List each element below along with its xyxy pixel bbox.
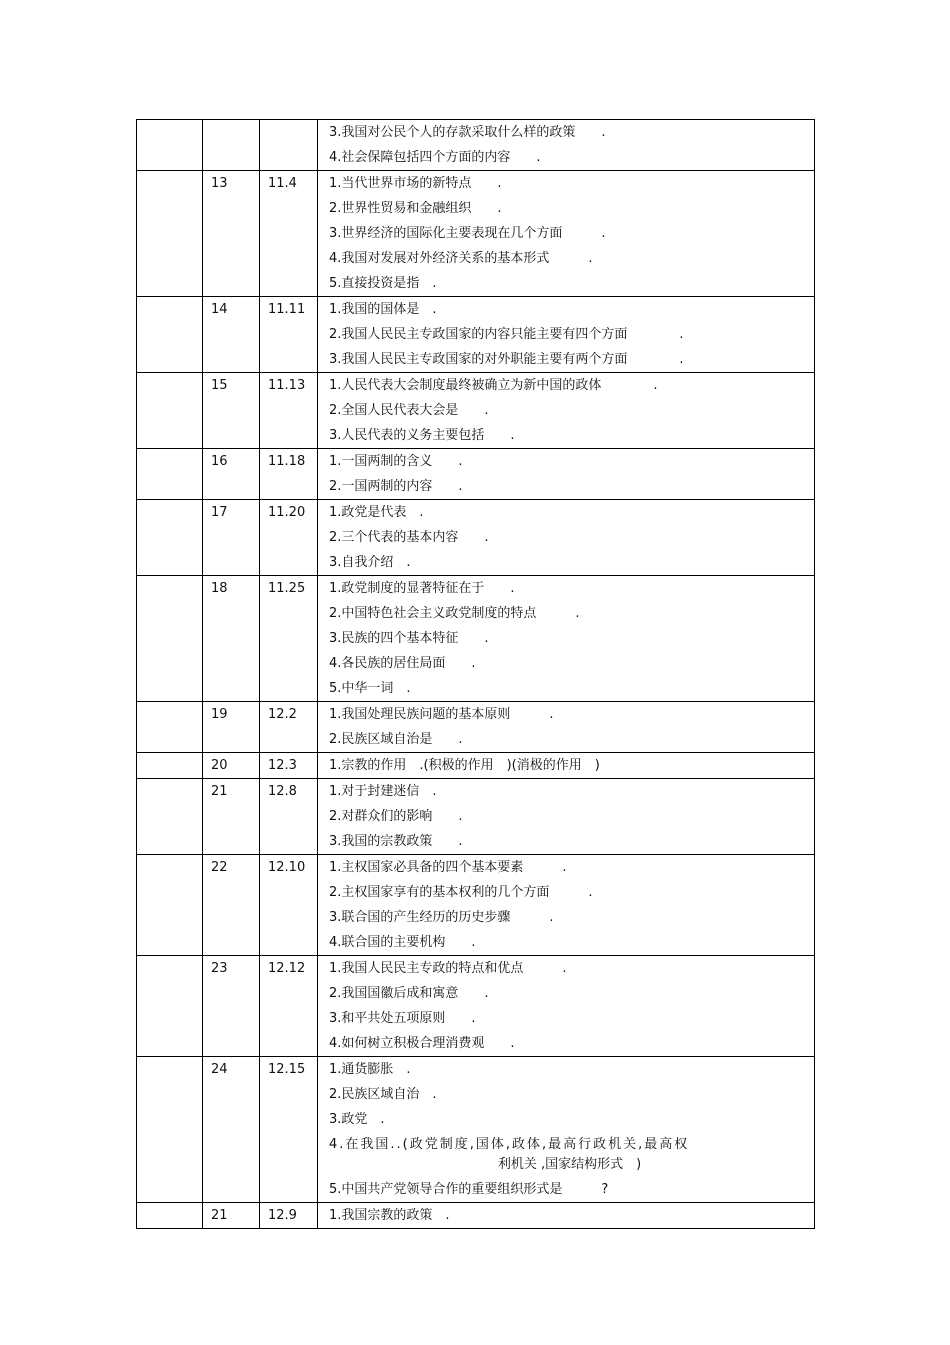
schedule-body <box>137 120 815 1229</box>
questions-cell <box>318 1203 815 1229</box>
table-row <box>137 500 815 576</box>
lesson-number: 21 <box>203 1203 260 1229</box>
question-item: 4.联合国的主要机构 . <box>329 935 476 950</box>
question-item: 2.民族区域自治是 . <box>329 732 463 747</box>
blank-cell <box>137 956 203 1057</box>
question-item: 1.通货膨胀 . <box>329 1062 411 1077</box>
lesson-number: 17 <box>203 500 260 576</box>
questions-cell <box>318 171 815 297</box>
question-item: 3.自我介绍 . <box>329 555 411 570</box>
lesson-date: 12.2 <box>260 702 318 753</box>
question-item: 1.政党是代表 . <box>329 505 424 520</box>
questions-cell <box>318 753 815 779</box>
lesson-number: 14 <box>203 297 260 373</box>
lesson-date: 12.12 <box>260 956 318 1057</box>
question-item: 3.民族的四个基本特征 . <box>329 631 489 646</box>
question-item: 2.三个代表的基本内容 . <box>329 530 489 545</box>
question-item: 3.联合国的产生经历的历史步骤 . <box>329 910 554 925</box>
questions-cell <box>318 120 815 171</box>
table-row <box>137 576 815 702</box>
question-item <box>322 1132 810 1177</box>
question-item: 1.我国宗教的政策 . <box>329 1208 450 1223</box>
blank-cell <box>137 1203 203 1229</box>
questions-cell <box>318 373 815 449</box>
blank-cell <box>137 500 203 576</box>
lesson-date: 11.11 <box>260 297 318 373</box>
questions-cell <box>318 1057 815 1203</box>
lesson-date: 11.20 <box>260 500 318 576</box>
blank-cell <box>137 779 203 855</box>
questions-cell <box>318 449 815 500</box>
question-item: 3.我国的宗教政策 . <box>329 834 463 849</box>
table-row <box>137 449 815 500</box>
blank-cell <box>137 171 203 297</box>
lesson-number: 15 <box>203 373 260 449</box>
lesson-number: 22 <box>203 855 260 956</box>
blank-cell <box>137 373 203 449</box>
blank-cell <box>137 449 203 500</box>
lesson-date: 11.13 <box>260 373 318 449</box>
question-item: 5.中国共产党领导合作的重要组织形式是 ? <box>329 1182 609 1197</box>
question-item: 2.世界性贸易和金融组织 . <box>329 201 502 216</box>
question-item: 4.社会保障包括四个方面的内容 . <box>329 150 541 165</box>
blank-cell <box>137 297 203 373</box>
blank-cell <box>137 576 203 702</box>
lesson-date: 12.10 <box>260 855 318 956</box>
question-item: 2.对群众们的影响 . <box>329 809 463 824</box>
lesson-date: 12.15 <box>260 1057 318 1203</box>
blank-cell <box>137 120 203 171</box>
questions-cell <box>318 956 815 1057</box>
question-item: 2.全国人民代表大会是 . <box>329 403 489 418</box>
blank-cell <box>137 855 203 956</box>
questions-cell <box>318 500 815 576</box>
lesson-number: 13 <box>203 171 260 297</box>
question-item: 2.我国国徽后成和寓意 . <box>329 986 489 1001</box>
question-item: 3.世界经济的国际化主要表现在几个方面 . <box>329 226 606 241</box>
question-item: 1.对于封建迷信 . <box>329 784 437 799</box>
question-item: 2.民族区域自治 . <box>329 1087 437 1102</box>
question-item: 1.主权国家必具备的四个基本要素 . <box>329 860 567 875</box>
questions-cell <box>318 855 815 956</box>
lesson-date <box>260 120 318 171</box>
lesson-date: 11.4 <box>260 171 318 297</box>
table-row <box>137 702 815 753</box>
lesson-number: 16 <box>203 449 260 500</box>
table-row <box>137 855 815 956</box>
question-item: 5.中华一词 . <box>329 681 411 696</box>
question-item: 4.各民族的居住局面 . <box>329 656 476 671</box>
table-row <box>137 753 815 779</box>
schedule-table <box>136 119 815 1229</box>
question-item: 5.直接投资是指 . <box>329 276 437 291</box>
questions-cell <box>318 702 815 753</box>
table-row <box>137 171 815 297</box>
table-row <box>137 373 815 449</box>
question-item: 4.我国对发展对外经济关系的基本形式 . <box>329 251 593 266</box>
table-row <box>137 120 815 171</box>
lesson-number: 23 <box>203 956 260 1057</box>
lesson-date: 11.25 <box>260 576 318 702</box>
question-item: 3.我国对公民个人的存款采取什么样的政策 . <box>329 125 606 140</box>
table-row <box>137 297 815 373</box>
question-item: 1.一国两制的含义 . <box>329 454 463 469</box>
question-item: 1.人民代表大会制度最终被确立为新中国的政体 . <box>329 378 658 393</box>
table-row <box>137 1057 815 1203</box>
question-item: 2.主权国家享有的基本权利的几个方面 . <box>329 885 593 900</box>
question-item: 4.如何树立积极合理消费观 . <box>329 1036 515 1051</box>
lesson-date: 12.3 <box>260 753 318 779</box>
lesson-number <box>203 120 260 171</box>
question-item: 1.我国人民民主专政的特点和优点 . <box>329 961 567 976</box>
table-row <box>137 779 815 855</box>
question-item: 3.人民代表的义务主要包括 . <box>329 428 515 443</box>
question-item-continuation: 利机关 ,国家结构形式 ) <box>497 1157 642 1172</box>
question-item: 3.和平共处五项原则 . <box>329 1011 476 1026</box>
question-item-text: 4.在我国..(政党制度,国体,政体,最高行政机关,最高权 <box>329 1137 690 1152</box>
blank-cell <box>137 1057 203 1203</box>
question-item: 1.我国的国体是 . <box>329 302 437 317</box>
question-item: 1.我国处理民族问题的基本原则 . <box>329 707 554 722</box>
question-item: 1.政党制度的显著特征在于 . <box>329 581 515 596</box>
question-item: 3.政党 . <box>329 1112 385 1127</box>
lesson-number: 18 <box>203 576 260 702</box>
questions-cell <box>318 297 815 373</box>
questions-cell <box>318 576 815 702</box>
blank-cell <box>137 702 203 753</box>
question-item: 1.宗教的作用 .(积极的作用 )(消极的作用 ) <box>329 758 600 773</box>
blank-cell <box>137 753 203 779</box>
lesson-number: 21 <box>203 779 260 855</box>
lesson-number: 19 <box>203 702 260 753</box>
question-item: 2.我国人民民主专政国家的内容只能主要有四个方面 . <box>329 327 684 342</box>
lesson-date: 11.18 <box>260 449 318 500</box>
table-row <box>137 1203 815 1229</box>
lesson-date: 12.9 <box>260 1203 318 1229</box>
lesson-number: 24 <box>203 1057 260 1203</box>
question-item: 1.当代世界市场的新特点 . <box>329 176 502 191</box>
question-item: 2.一国两制的内容 . <box>329 479 463 494</box>
lesson-date: 12.8 <box>260 779 318 855</box>
table-row <box>137 956 815 1057</box>
lesson-number: 20 <box>203 753 260 779</box>
questions-cell <box>318 779 815 855</box>
question-item: 2.中国特色社会主义政党制度的特点 . <box>329 606 580 621</box>
question-item: 3.我国人民民主专政国家的对外职能主要有两个方面 . <box>329 352 684 367</box>
